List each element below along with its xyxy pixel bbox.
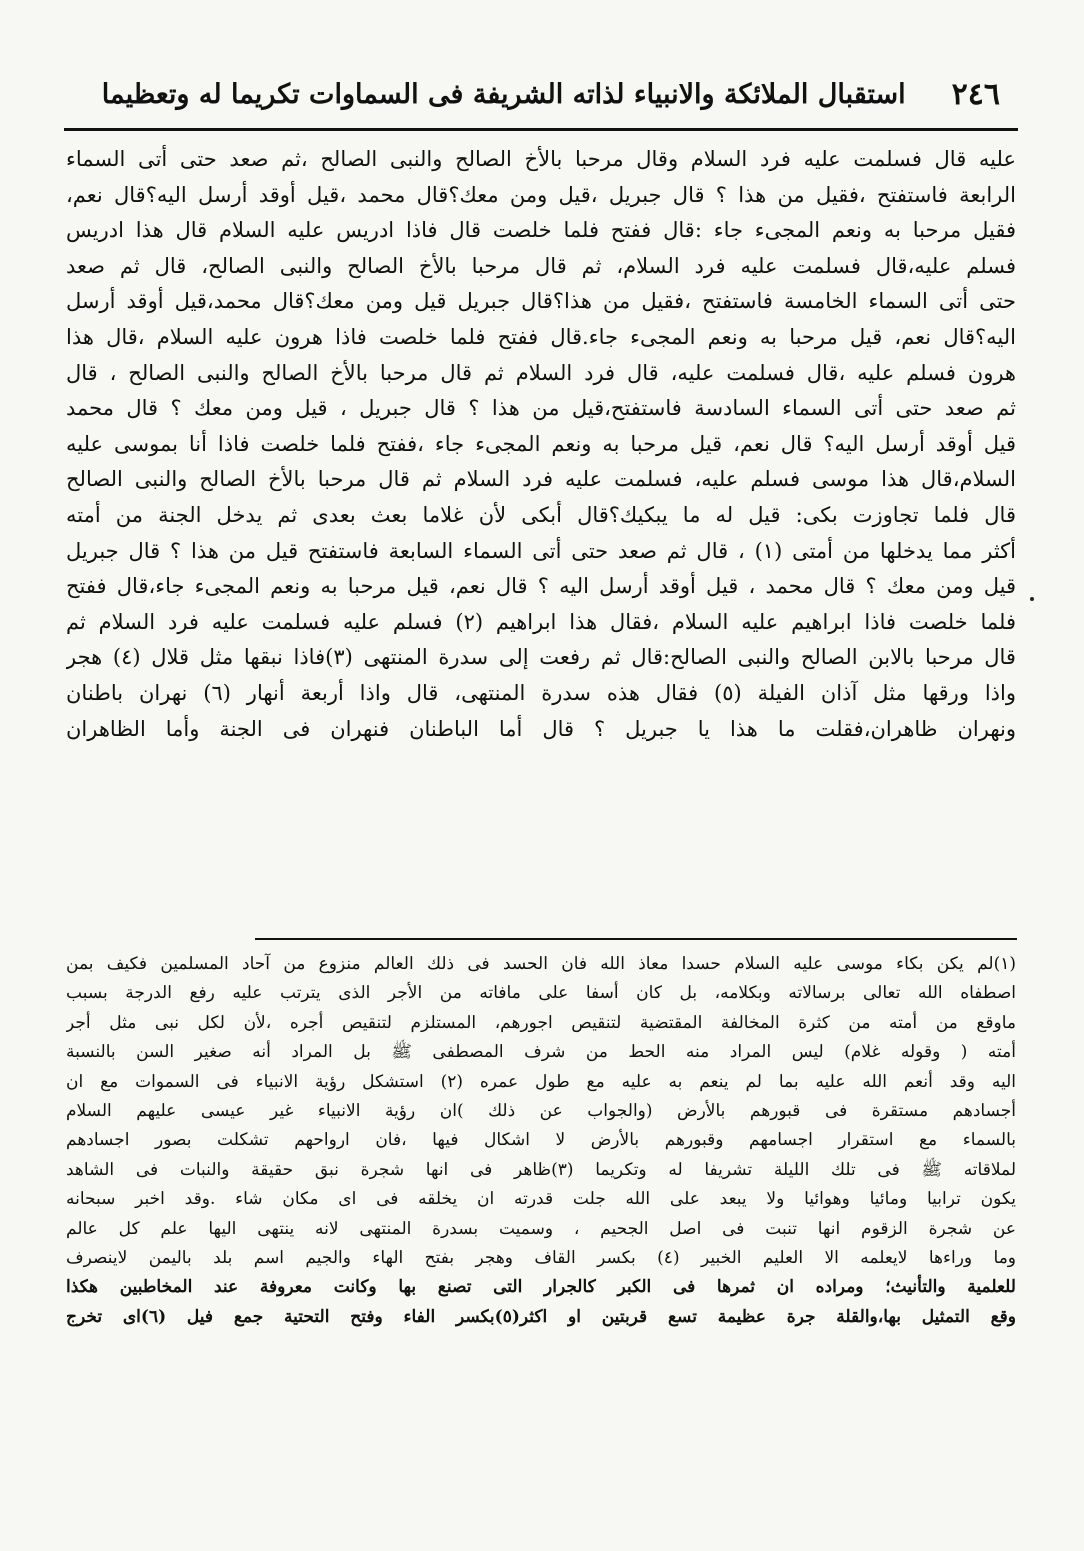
text-line: قال فلما تجاوزت بكى: قيل له ما يبكيك؟قال أبكى لأن غلاما بعث بعدى ثم يدخل الجنة من أمته [66, 502, 1016, 527]
footnote-line: لملاقاته ﷺ فى تلك الليلة تشريفا له وتكريما (٣)ظاهر فى انها شجرة نبق حقيقة والنبات فى الشاهد [66, 1159, 1016, 1180]
text-line: عليه قال فسلمت عليه فرد السلام وقال مرحبا بالأخ الصالح والنبى الصالح ،ثم صعد حتى أتى السماء [66, 147, 1016, 171]
text-line: ونهران ظاهران،فقلت ما هذا يا جبريل ؟ قال أما الباطنان فنهران فى الجنة وأما الظاهران [66, 716, 1016, 741]
footnote-line: وما وراءها لايعلمه الا العليم الخبير (٤) بكسر القاف وهجر بفتح الهاء والجيم اسم بلد باليمن لاينصرف [66, 1247, 1016, 1268]
header-rule [64, 128, 1018, 131]
text-line: الرابعة فاستفتح ،فقيل من هذا ؟ قال جبريل ،قيل ومن معك؟قال محمد ،قيل أوقد أرسل اليه؟قال نعم، [66, 182, 1016, 207]
text-line: أكثر مما يدخلها من أمتى (١) ، قال ثم صعد حتى أتى السماء السابعة فاستفتح قيل من هذا ؟ قال جبريل [66, 538, 1016, 563]
footnote-line: عن شجرة الزقوم انها تنبت فى اصل الجحيم ، وسميت بسدرة المنتهى لانه ينتهى اليها علم كل عالم [66, 1218, 1016, 1239]
page-header [96, 66, 1000, 122]
footnote-line: (١)لم يكن بكاء موسى عليه السلام حسدا معاذ الله فان الحسد فى ذلك العالم منزوع من آحاد المسلمين فكيف بمن [66, 954, 1016, 974]
text-line: واذا ورقها مثل آذان الفيلة (٥) فقال هذه سدرة المنتهى، قال واذا أربعة أنهار (٦) نهران باطنان [66, 680, 1016, 705]
footnote-line: ماوقع من أمته من كثرة المخالفة المقتضية لتنقيص اجورهم، المستلزم لتنقيص أجره ،لأن لكل نبى مثل أجر [66, 1012, 1016, 1033]
text-line: فسلم عليه،قال فسلمت عليه فرد السلام، ثم قال مرحبا بالأخ الصالح والنبى الصالح، قال ثم صعد [66, 253, 1016, 278]
text-line: قال مرحبا بالابن الصالح والنبى الصالح:قال ثم رفعت إلى سدرة المنتهى (٣)فاذا نبقها مثل قلال (٤) هجر [66, 645, 1016, 670]
text-line: السلام،قال هذا موسى فسلم عليه، فسلمت عليه فرد السلام ثم قال مرحبا بالأخ الصالح والنبى الصالح [66, 467, 1016, 492]
footnote-line: أمته ( وقوله غلام) ليس المراد منه الحط من شرف المصطفى ﷺ بل المراد أنه صغير السن بالنسبة [66, 1042, 1016, 1063]
text-line: حتى أتى السماء الخامسة فاستفتح ،فقيل من هذا؟قال جبريل قيل ومن معك؟قال محمد،قيل أوقد أرسل [66, 289, 1016, 314]
text-line: قيل أوقد أرسل اليه؟ قال نعم، قيل مرحبا به ونعم المجىء جاء ،ففتح فلما خلصت فاذا أنا بموسى عليه [66, 431, 1016, 456]
text-line: ثم صعد حتى أتى السماء السادسة فاستفتح،قيل من هذا ؟ قال جبريل ، قيل ومن معك ؟ قال محمد [66, 396, 1016, 421]
footnotes-block [66, 950, 1016, 1332]
footnote-separator [255, 938, 1017, 940]
footnote-line: وقع التمثيل بها،والقلة جرة عظيمة تسع قربتين او اكثر(٥)بكسر الفاء وفتح التحتية جمع فيل (٦)اى تخرج [66, 1306, 1016, 1327]
text-line: فلما خلصت فاذا ابراهيم عليه السلام ،فقال هذا ابراهيم (٢) فسلم عليه فسلمت عليه فرد السلام ثم [66, 609, 1016, 634]
footnote-line: اليه وقد أنعم الله عليه بما لم ينعم به عليه مع طول عمره (٢) استشكل رؤية الانبياء فى السموات مع ان [66, 1071, 1016, 1092]
page-number: ٢٤٦ [951, 76, 1000, 112]
footnote-line: يكون ترابيا ومائيا وهوائيا ولا يبعد على الله جلت قدرته ان يخلقه فى اى مكان شاء .وقد اخبر سبحانه [66, 1189, 1016, 1210]
text-line: قيل ومن معك ؟ قال محمد ، قيل أوقد أرسل اليه ؟ قال نعم، قيل مرحبا به ونعم المجىء جاء،قال ففتح [66, 574, 1016, 599]
text-line: هرون فسلم عليه ،قال فسلمت عليه، قال فرد السلام ثم قال مرحبا بالأخ الصالح والنبى الصالح ، قال [66, 360, 1016, 385]
text-line: فقيل مرحبا به ونعم المجىء جاء :قال ففتح فلما خلصت قال فاذا ادريس عليه السلام قال هذا ادريس [66, 218, 1016, 243]
print-speck [1030, 597, 1034, 601]
text-line: اليه؟قال نعم، قيل مرحبا به ونعم المجىء جاء.قال ففتح فلما خلصت فاذا هرون عليه السلام ،قال هذا [66, 324, 1016, 349]
footnote-line: للعلمية والتأنيث؛ ومراده ان ثمرها فى الكبر كالجرار التى تصنع بها وكانت معروفة عند المخاطبين هكذا [66, 1277, 1016, 1298]
running-title: استقبال الملائكة والانبياء لذاته الشريفة فى السماوات تكريما له وتعظيما [101, 78, 906, 110]
main-text-block [66, 142, 1016, 747]
footnote-line: أجسادهم مستقرة فى قبورهم بالأرض (والجواب عن ذلك )ان رؤية الانبياء غير عيسى عليهم السلام [66, 1100, 1016, 1121]
footnote-line: اصطفاه الله تعالى برسالاته وبكلامه، بل كان أسفا على مافاته من الأجر الذى يترتب عليه رفع الدرجة بسبب [66, 983, 1016, 1004]
footnote-line: بالسماء مع استقرار اجسامهم وقبورهم بالأرض لا اشكال فيها ،فان ارواحهم تشكلت بصور اجسادهم [66, 1130, 1016, 1151]
